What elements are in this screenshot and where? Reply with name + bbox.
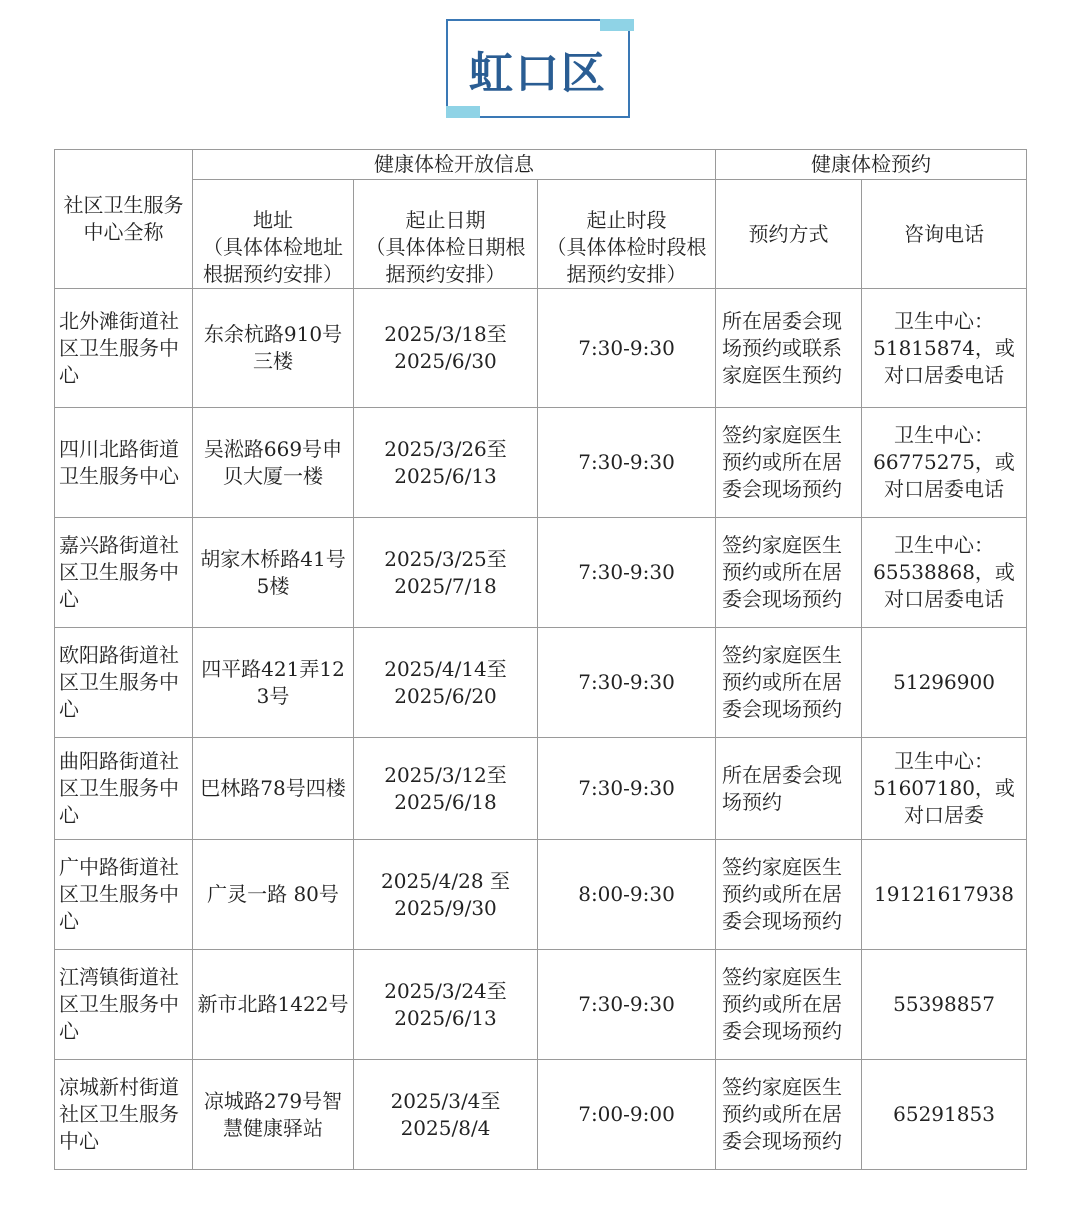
header-row-1 (55, 150, 1027, 180)
cell-phone (862, 840, 1027, 950)
cell-center-name-text: 江湾镇街道社区卫生服务中心 (59, 965, 179, 1043)
cell-phone-text: 55398857 (893, 992, 995, 1016)
cell-phone-text: 卫生中心： 51607180，或 对口居委 (873, 749, 1015, 827)
cell-dates (354, 840, 538, 950)
cell-dates (354, 408, 538, 518)
table-row (55, 628, 1027, 738)
cell-booking-method-text: 签约家庭医生预约或所在居委会现场预约 (722, 643, 843, 721)
cell-center-name-text: 嘉兴路街道社区卫生服务中心 (59, 533, 179, 611)
header-address-label: 地址 （具体体检地址根据预约安排） (203, 208, 343, 286)
header-method (716, 180, 862, 289)
page-title: 虹口区 (469, 47, 607, 99)
cell-times (538, 840, 716, 950)
table-row (55, 518, 1027, 628)
cell-center-name (55, 950, 193, 1060)
cell-booking-method (716, 840, 862, 950)
cell-phone-text: 65291853 (893, 1102, 995, 1126)
cell-center-name (55, 628, 193, 738)
cell-dates (354, 518, 538, 628)
header-name-label: 社区卫生服务中心全称 (63, 193, 184, 244)
cell-phone (862, 518, 1027, 628)
cell-phone-text: 卫生中心： 66775275，或 对口居委电话 (873, 423, 1015, 501)
cell-address (193, 628, 354, 738)
cell-address (193, 289, 354, 408)
cell-booking-method-text: 所在居委会现场预约 (722, 762, 843, 814)
cell-phone (862, 950, 1027, 1060)
cell-booking-method (716, 408, 862, 518)
header-group-open-info (193, 150, 716, 180)
cell-booking-method (716, 950, 862, 1060)
table-row (55, 840, 1027, 950)
cell-times-text: 8:00-9:30 (578, 882, 675, 906)
title-box (446, 19, 630, 118)
cell-times-text: 7:30-9:30 (578, 335, 675, 360)
cell-center-name (55, 408, 193, 518)
cell-times-text: 7:30-9:30 (578, 670, 675, 694)
cell-dates-text: 2025/4/28 至 2025/9/30 (381, 868, 510, 920)
header-dates-label: 起止日期 （具体体检日期根据预约安排） (365, 208, 526, 286)
cell-address (193, 408, 354, 518)
cell-times (538, 289, 716, 408)
header-times (538, 180, 716, 289)
cell-phone (862, 408, 1027, 518)
cell-times (538, 408, 716, 518)
cell-address-text: 新市北路1422号 (197, 992, 349, 1016)
cell-address-text: 东余杭路910号三楼 (203, 322, 343, 373)
cell-address-text: 胡家木桥路41号5楼 (200, 546, 346, 598)
cell-phone-text: 卫生中心： 65538868，或 对口居委电话 (873, 533, 1015, 611)
header-phone (862, 180, 1027, 289)
cell-center-name-text: 四川北路街道卫生服务中心 (59, 436, 179, 488)
cell-address (193, 518, 354, 628)
cell-center-name-text: 广中路街道社区卫生服务中心 (59, 855, 179, 933)
cell-phone-text: 19121617938 (874, 882, 1015, 906)
cell-booking-method (716, 738, 862, 840)
cell-times (538, 950, 716, 1060)
cell-booking-method (716, 1060, 862, 1170)
cell-address-text: 广灵一路 80号 (207, 882, 339, 906)
cell-booking-method (716, 289, 862, 408)
health-check-table-container (54, 149, 1026, 1170)
cell-address (193, 738, 354, 840)
header-times-label: 起止时段 （具体体检时段根据预约安排） (546, 208, 707, 286)
cell-address (193, 1060, 354, 1170)
header-group-booking (716, 150, 1027, 180)
cell-booking-method-text: 所在居委会现场预约或联系家庭医生预约 (722, 308, 843, 387)
cell-phone-text: 51296900 (893, 670, 995, 694)
cell-center-name-text: 欧阳路街道社区卫生服务中心 (59, 643, 179, 721)
cell-address-text: 凉城路279号智慧健康驿站 (203, 1088, 343, 1140)
cell-address (193, 950, 354, 1060)
cell-phone (862, 1060, 1027, 1170)
table-row (55, 408, 1027, 518)
cell-booking-method (716, 518, 862, 628)
cell-booking-method-text: 签约家庭医生预约或所在居委会现场预约 (722, 965, 843, 1043)
cell-times-text: 7:30-9:30 (578, 992, 675, 1016)
title-banner (446, 19, 634, 122)
cell-dates-text: 2025/3/12至 2025/6/18 (384, 762, 507, 814)
cell-booking-method-text: 签约家庭医生预约或所在居委会现场预约 (722, 423, 843, 501)
cell-dates-text: 2025/3/4至 2025/8/4 (390, 1088, 501, 1140)
header-row-2 (55, 180, 1027, 289)
cell-center-name-text: 曲阳路街道社区卫生服务中心 (59, 749, 179, 827)
cell-center-name (55, 738, 193, 840)
cell-times (538, 518, 716, 628)
cell-dates (354, 289, 538, 408)
table-row (55, 289, 1027, 408)
cell-booking-method-text: 签约家庭医生预约或所在居委会现场预约 (722, 855, 843, 933)
header-group-open-label: 健康体检开放信息 (374, 152, 535, 176)
cell-phone-text: 卫生中心： 51815874，或 对口居委电话 (873, 308, 1015, 387)
cell-dates (354, 738, 538, 840)
header-group-booking-label: 健康体检预约 (811, 152, 932, 176)
cell-address-text: 吴淞路669号申贝大厦一楼 (203, 436, 343, 488)
cell-center-name (55, 518, 193, 628)
cell-booking-method (716, 628, 862, 738)
cell-times-text: 7:30-9:30 (578, 450, 675, 474)
cell-address-text: 巴林路78号四楼 (200, 776, 346, 800)
cell-center-name-text: 凉城新村街道社区卫生服务中心 (59, 1075, 179, 1153)
cell-address (193, 840, 354, 950)
cell-center-name (55, 840, 193, 950)
cell-center-name-text: 北外滩街道社区卫生服务中心 (59, 308, 179, 387)
health-check-table (54, 149, 1027, 1170)
cell-dates-text: 2025/4/14至 2025/6/20 (384, 656, 507, 708)
title-accent-bottom (446, 106, 480, 118)
header-dates (354, 180, 538, 289)
cell-dates-text: 2025/3/18至 2025/6/30 (384, 322, 507, 373)
cell-times-text: 7:30-9:30 (578, 776, 675, 800)
header-address (193, 180, 354, 289)
cell-dates (354, 1060, 538, 1170)
cell-dates (354, 950, 538, 1060)
cell-dates-text: 2025/3/26至 2025/6/13 (384, 436, 507, 488)
header-name (55, 150, 193, 289)
cell-times (538, 628, 716, 738)
cell-dates-text: 2025/3/24至 2025/6/13 (384, 978, 507, 1030)
cell-times (538, 1060, 716, 1170)
table-row (55, 738, 1027, 840)
cell-times-text: 7:00-9:00 (578, 1102, 675, 1126)
cell-dates-text: 2025/3/25至 2025/7/18 (384, 546, 507, 598)
cell-phone (862, 738, 1027, 840)
header-phone-label: 咨询电话 (904, 221, 985, 246)
cell-center-name (55, 289, 193, 408)
table-body (55, 289, 1027, 1170)
cell-phone (862, 628, 1027, 738)
cell-times (538, 738, 716, 840)
table-row (55, 950, 1027, 1060)
cell-times-text: 7:30-9:30 (578, 560, 675, 584)
cell-phone (862, 289, 1027, 408)
cell-address-text: 四平路421弄123号 (201, 656, 345, 708)
header-method-label: 预约方式 (748, 221, 829, 246)
cell-center-name (55, 1060, 193, 1170)
cell-dates (354, 628, 538, 738)
cell-booking-method-text: 签约家庭医生预约或所在居委会现场预约 (722, 1075, 843, 1153)
table-row (55, 1060, 1027, 1170)
cell-booking-method-text: 签约家庭医生预约或所在居委会现场预约 (722, 533, 843, 611)
title-accent-top (600, 19, 634, 31)
